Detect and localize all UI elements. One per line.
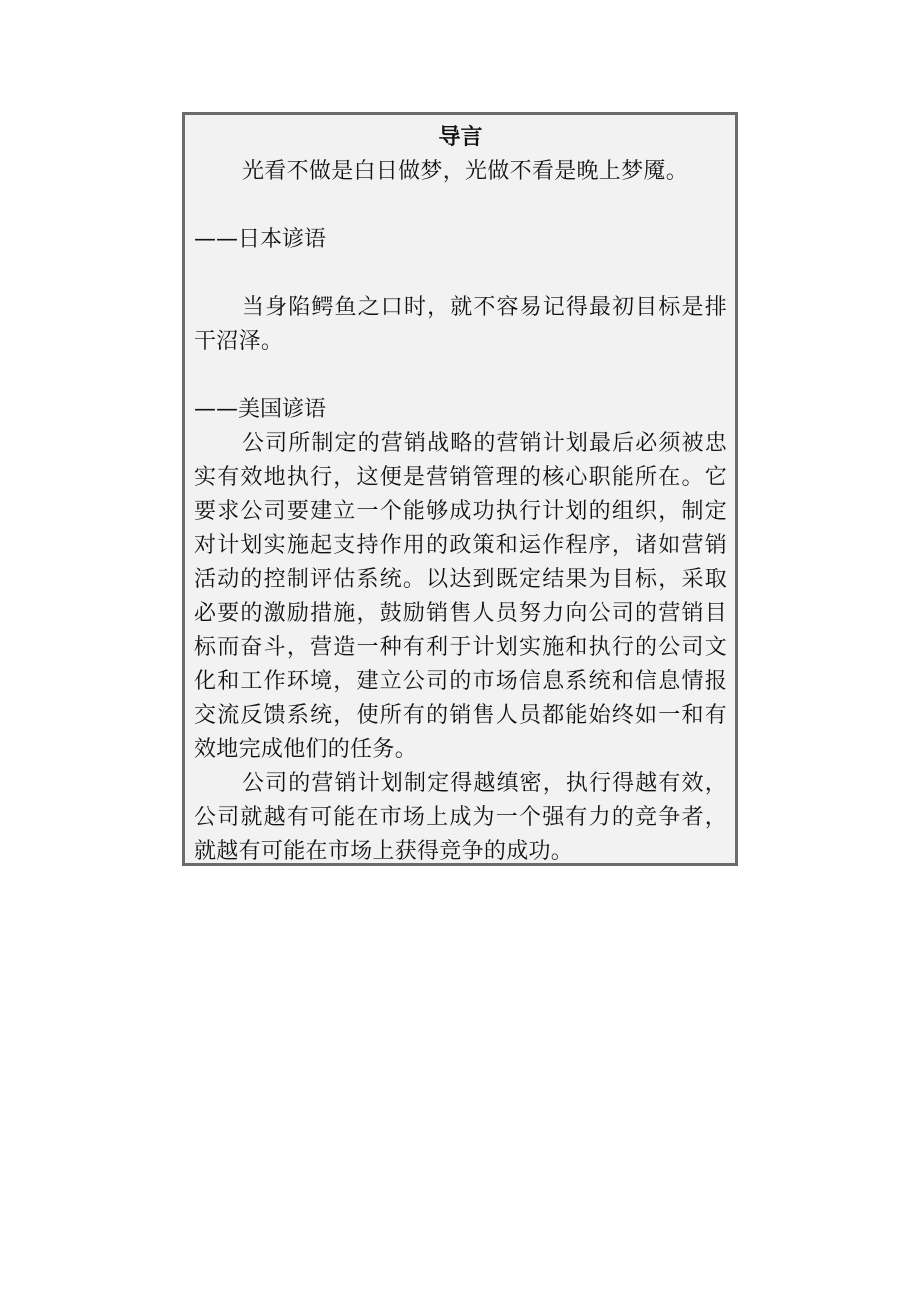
- quote-2-source: ——美国谚语: [194, 397, 327, 422]
- spacer: [194, 359, 727, 393]
- body-paragraph-1: 公司所制定的营销战略的营销计划最后必须被忠实有效地执行，这便是营销管理的核心职能所在。它要求公司要建立一个能够成功执行计划的组织，制定对计划实施起支持作用的政策和运作程序，诸如营销活动的控制评估系统。以达到既定结果为目标，采取必要的激励措施，鼓励销售人员努力向公司的营销目标而奋斗，营造一种有利于计划实施和执行的公司文化和工作环境，建立公司的市场信息系统和信息情报交流反馈系统，使所有的销售人员都能始终如一和有效地完成他们的任务。: [194, 431, 727, 762]
- body-paragraph-2: 公司的营销计划制定得越缜密，执行得越有效，公司就越有可能在市场上成为一个强有力的竞争者，就越有可能在市场上获得竞争的成功。: [194, 771, 727, 864]
- spacer: [194, 189, 727, 223]
- introduction-box: [182, 112, 738, 866]
- quote-2: 当身陷鳄鱼之口时，就不容易记得最初目标是排干沼泽。: [194, 295, 727, 354]
- spacer: [194, 257, 727, 291]
- quote-1-source: ——日本谚语: [194, 227, 327, 252]
- section-title: 导言: [438, 125, 483, 150]
- quote-1: 光看不做是白日做梦，光做不看是晚上梦魇。: [242, 159, 689, 184]
